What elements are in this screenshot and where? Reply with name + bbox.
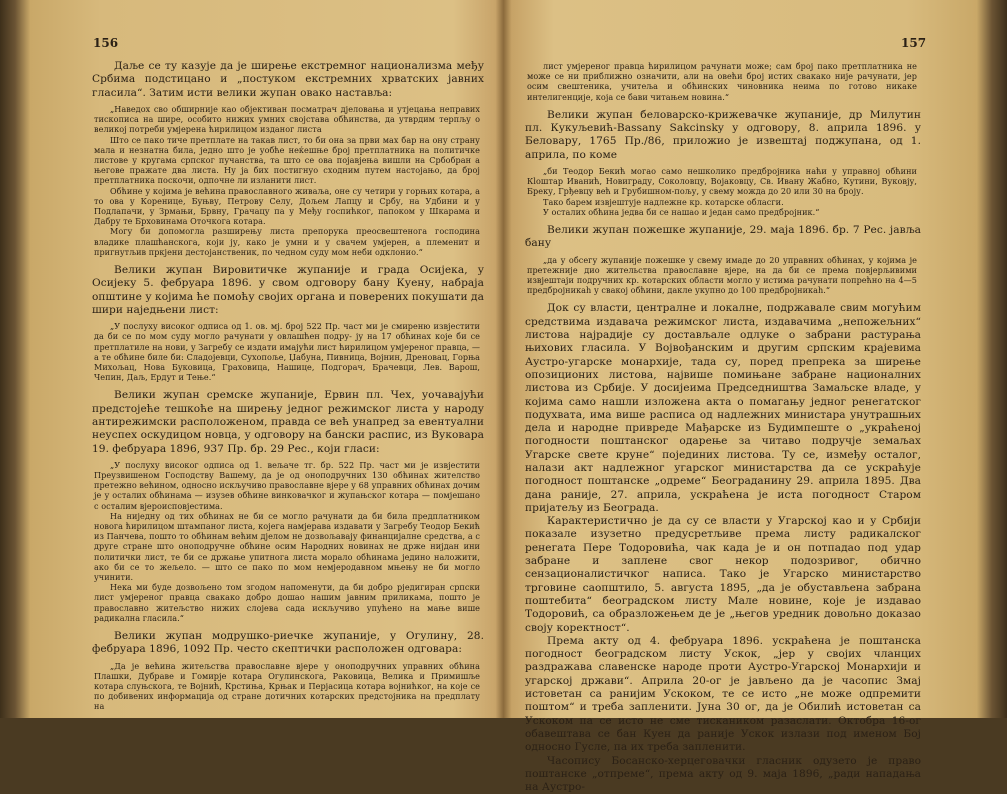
right-page — [505, 0, 1007, 794]
quote-paragraph: „да у обсегу жупаније пожешке у свему имаде до 20 управних обћинах, у којима је претежније дио жительства православне вјере, на да би се према повјерљивими извјештаји подручних кр. котарских области могло у истима рачунати попрећно на 4—5 предбројникаh у свакој обћини, дакле укупно до 100 предбројникаh.“ — [527, 254, 917, 296]
page-body — [92, 60, 484, 712]
quote-paragraph: „У послуху високог одписа од 1. ов. мј. број 522 Пр. част ми је смиреню извјестити да би се по мом суду могло рачунати у овлашћен подру- ју на 17 обћинах које би се претплатиле на нови, у Загребу се издати имајући лист ћирилицом умјереног правца, — а те обћине биле би: Сладојевци, Сухопоље, Џабуна, Пивница, Војнин, Дреновац, Горња Михољац, Нова Буковица, Граховица, Нашице, Подгорач, Брачевци, Лев. Варош, Чепин, Даљ, Ердут и Тење.“ — [94, 321, 480, 383]
quote-paragraph: „Да је већина житељства православне вјере у оноподручних управних обћина Плашки, Дубраве и Гомирје котара Огулинскога, Раковица, Велика и Примишље котара слуњскога, те Војнић, Крстиња, Крњак и Перјасица котара војнићког, на које се по добивених информација од стране дотичних котарских предстојника на предплату на — [94, 660, 480, 712]
quote-paragraph: Нека ми буде дозвољено том згодом напоменути, да би добро рједигиран српски лист умјереног правца свакако добро дошао нашим јавним приликама, пошто је православно житељство нижих слојева сада искључиво упућено на мање више радикална гласила.“ — [94, 582, 480, 623]
quote-paragraph: лист умјереног правца ћирилицом рачунати може; сам број пако претплатника не може се ни приближно означити, али на овећи број истих свакако није рачунати, јер осим свештеника, учитеља и обћинских чиновника неима по готово никаке интелигенције, која се бави читањем новина.“ — [527, 61, 917, 102]
paragraph: Даље се ту казује да је ширење екстремног национализма међу Србима подстицано и „постуком екстремних хрватских јавних гласила“. Затим исти велики жупан овако наставља: — [92, 60, 484, 99]
left-page — [0, 0, 500, 718]
quote-paragraph: На ниједну од тих обћинах не би се могло рачунати да би била предплатником новога ћирилицом штампаног листа, којега намјерава издавати у Загребу Теодор Бекић из Панчева, пошто то обћинам већим дјелом не дозвољавају финанцијалне средства, а с друге стране што оноподручне обћине осим Народних новинах не држе нијдан ини политички лист, те би се држање упитнога листа морало обћинама једино наложити, ако би се то жељело. — што се пако по мом немјеродавном мњењу не би могло учинити. — [94, 510, 480, 583]
paragraph: Велики жупан беловарско-крижевачке жупаније, др Милутин пл. Кукуљевић-Bassany Sakcinsky у одговору, 8. априла 1896. у Беловару, 1765 Пр./86, приложио је извештај поджупана, од 1. априла, по коме — [525, 108, 921, 161]
paragraph: Велики жупан модрушко-риечке жупаније, у Огулину, 28. фебруара 1896, 1092 Пр. често скептички расположен одговара: — [92, 630, 484, 656]
paragraph: Часопису Босанско-херцеговачки гласник одузето је право поштанске „отпреме“, према акту од 9. маја 1896, „ради нападања на Аустро- — [525, 754, 921, 794]
quote-paragraph: „би Теодор Бекић могао само нешколико предбројника наћи у управној обћини Кloштар Иванић, Новиграду, Соколовцу, Војаковцу, Св. Ивану Жабно, Кутини, Вуковју, Бреку, Грђевцу већ и Грубишном-пољу, у свему можда до 20 или 30 на броју. — [527, 166, 917, 197]
paragraph: Према акту од 4. фебруара 1896. ускраћена је поштанска погодност београдском листу Ускок, „јер у својих чланцих раздражава славенске народе проти Аустро-Угарској Монархији и угарској држави“. Априла 20-ог је јављено да је часопис Змај истоветан са ранијим Ускоком, те се исто „не може одпремити поштом“ и треба запленити. Јуна 30 ог, да је Обилић истоветан са Ускоком па се исто не сме тискаником разаслати. Октобра 16-ог обавештава се бан Куен да раније Ускок излази под именом Бој односно Гусле, па их треба запленити. — [525, 634, 921, 754]
quote-paragraph: „У послуху високог одписа од 1. вељаче тг. бр. 522 Пр. част ми је извјестити Преузвишеном Господству Вашему, да је од оноподручних 130 обћинах жителство претежно већином, односно искључиво православне вјере у 68 управних обћинах дочим је у осталих обћинама — изузев обћине винковачког и жупањског котара — помјешано с осталим вјероисповјестима. — [94, 459, 480, 511]
paragraph: Велики жупан пожешке жупаније, 29. маја 1896. бр. 7 Рес. јавља бану — [525, 224, 921, 250]
quote-paragraph: Тако барем извјештује надлежне кр. котарске обласги. — [543, 196, 784, 207]
quote-paragraph: У осталих обћина једва би се нашао и један само предбројник.“ — [543, 206, 820, 217]
quote-paragraph: „Наведох сво обширније као објективан посматрач дјеловања и утјецања неправих тискописа на шире, особито нижих умних својстава обћинства, да утврдим терпљу о великој потреби умјерена ћирилицом изданог листа — [94, 103, 480, 135]
paragraph: Док су власти, централне и локалне, подржавале свим могућим средствима издавача режимског листа, издавачима „непожељних“ листова најрадије су достављале одлуке о забрани растурања њихових гласила. У Војвођанским и другим српским крајевима Аустро-угарске монархије, тада су, поред препрека за ширење опозиционих листова, највише помињане забране националних листова из Србије. У досијеима Председништва Замаљске владе, у којима само нашли изложена акта о помагању једног ренегатског подухвата, има више расписа од надлежних министара унутрашњих дела и народне привреде Мађарске из Будимпеште о „украћеној погодности поштанског одарење за читаво подручје земаљах Угарске свете круне“ појединих листова. Ту се, између осталог, налази акт надлежног угарског министарства да се ускраћује погодност поштанске „одреме“ Београданину 29. априла 1895. Два дана раније, 27. априла, ускраћена је иста погодност Старом пријатељу из Београда. — [525, 302, 921, 514]
page-number: 156 — [93, 36, 119, 50]
paragraph: Велики жупан сремске жупаније, Ервин пл. Чех, уочавајући предстојеће тешкоће на ширењу једног режимског листа у народу антирежимски расположеном, правда се већ унапред за евентуални неуспех оскудицом новца, у одговору на бански распис, из Вуковара 19. фебруара 1896, 937 Пр. бр. 29 Рес., који гласи: — [92, 389, 484, 455]
paragraph: Велики жупан Вировитичке жупаније и града Осијека, у Осијеку 5. фебруара 1896. у свом одговору бану Куену, набраја општине у којима ће помоћу својих органа и поверених покушати да шири наједњени лист: — [92, 263, 484, 316]
page-body — [525, 61, 921, 794]
paragraph: Карактеристично је да су се власти у Угарској као и у Србији показале изузетно предусретљиве према листу радикалског ренегата Пере Тодоровића, чак када је и он потпадао под удар забране и заплене свог некор подозривог, обично сензационалистичког написа. Тако је Угарско министарство трговине саопштило, 5. августа 1895, „да је обустављена забрана поштебита“ београдском листу Мале новине, које је издавао Тодоровић, са образложењем де је „његов уредник довољно доказао своју коректност“. — [525, 515, 921, 634]
quote-paragraph: Обћине у којима је већина православного живаља, оне су четири у горњих котара, а то ова у Коренице, Буњву, Петрову Селу, Дољем Лапцу и Србу, на Удбини и у Подлапачи, у Зрмањи, Брвну, Грачацу па у Међу госпићког, папоком у Шкарама и Дабру те Брховинама Оточкога котара. — [94, 185, 480, 227]
page-number: 157 — [901, 36, 927, 50]
quote-paragraph: Што се пако тиче претплате на такав лист, то би она за први мах бар на ону страну мала и незнатна била, једно што је уобће неќешње број претплатника на политичке листове у кругама српског пучанства, та што се ова појавјења вишли на Србобран а његове пражате два листа. Ну ја бих постигнуо сходним путем настојањо, да број претплатника поскочи, одпочне ли изланити лист. — [94, 134, 480, 186]
quote-paragraph: Могу би допомогла разширењу листа препорука преосвештенога господина владике плашћанскога, који ју, како је умни и у свачем умјерен, а племенит и пригнутљив пркјени дестојанственик, по чедном суду мом неби одклонио.“ — [94, 226, 480, 257]
